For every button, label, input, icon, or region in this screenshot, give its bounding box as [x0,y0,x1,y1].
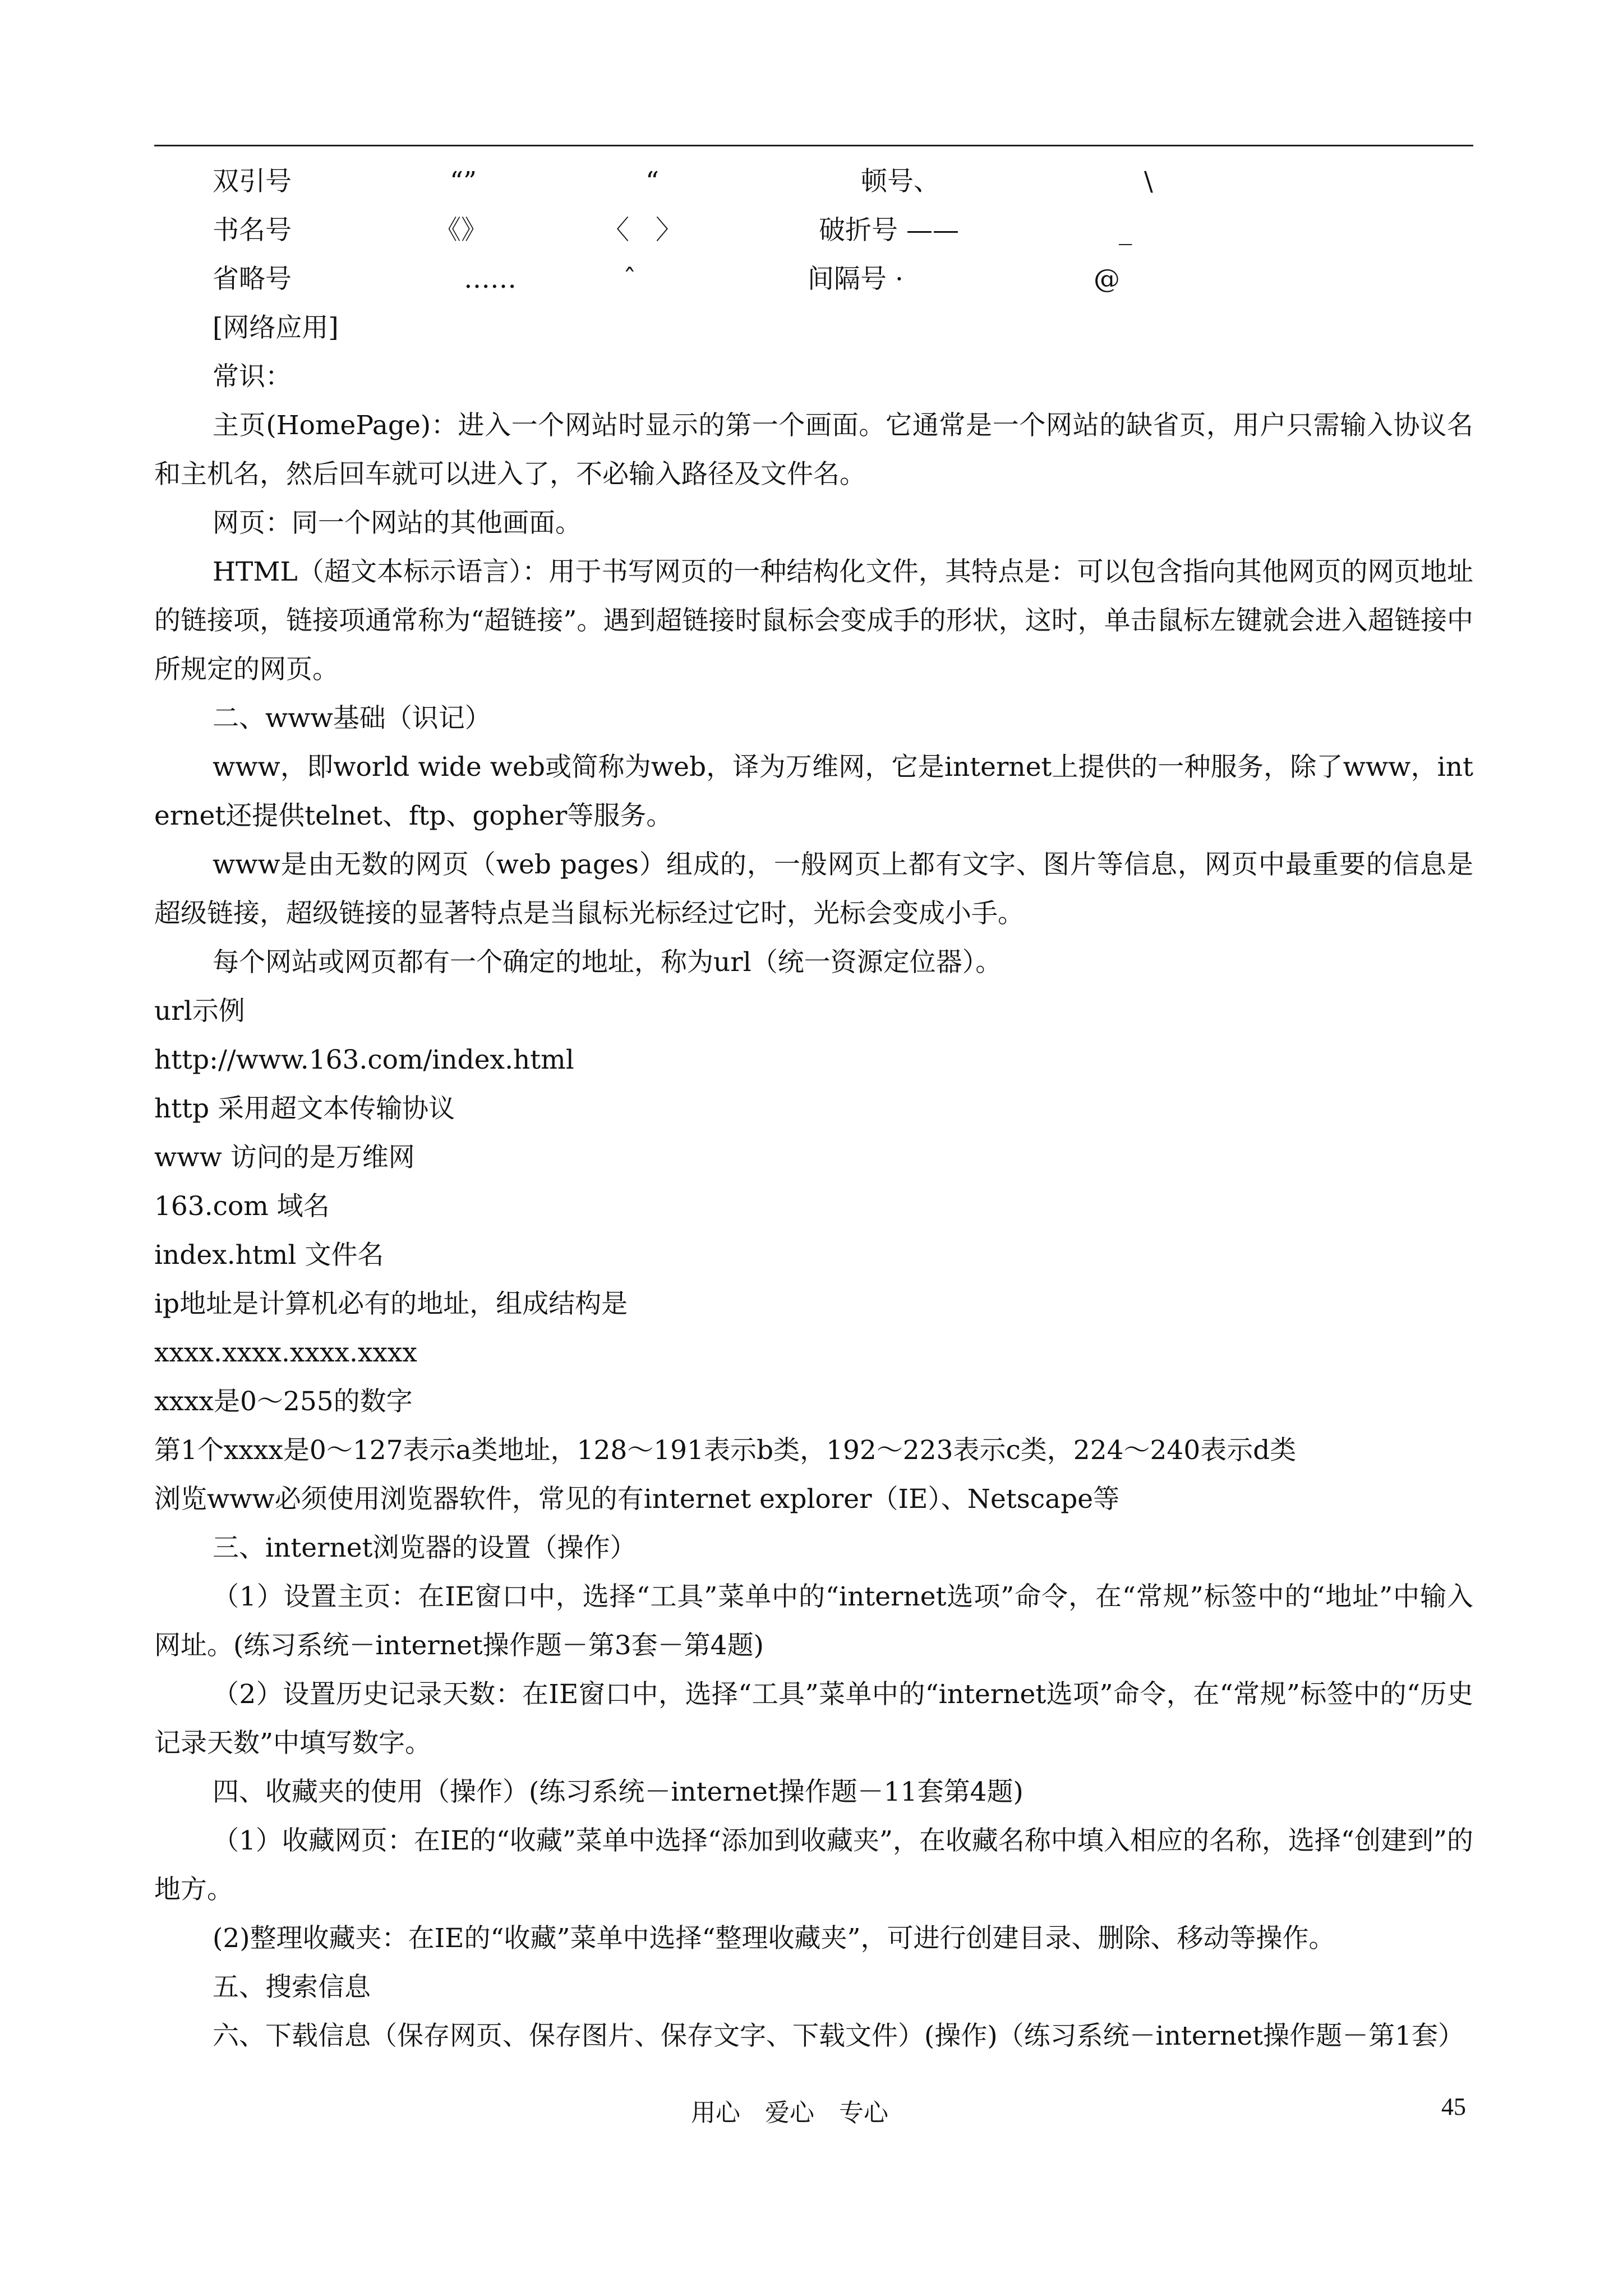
punctuation-table [154,157,1473,303]
punctuation-symbol: “” [450,166,477,197]
punctuation-row [154,206,1473,255]
paragraph: 主页(HomePage)：进入一个网站时显示的第一个画面。它通常是一个网站的缺省页，用户只需输入协议名和主机名，然后回车就可以进入了，不必输入路径及文件名。 [154,410,1473,490]
punctuation-symbol-alt: “ [645,166,660,197]
paragraph: （1）设置主页：在IE窗口中，选择“工具”菜单中的“internet选项”命令，在“常规”标签中的“地址”中输入网址。(练习系统－internet操作题－第3套－第4题) [154,1581,1473,1661]
punctuation-symbol-alt: ˆ [623,264,637,295]
punctuation-row [154,255,1473,303]
paragraph: www，即world wide web或简称为web，译为万维网，它是internet上提供的一种服务，除了www，internet还提供telnet、ftp、gopher等服务。 [154,752,1473,831]
paragraph: (2)整理收藏夹：在IE的“收藏”菜单中选择“整理收藏夹”，可进行创建目录、删除、移动等操作。 [213,1923,1335,1954]
paragraph: 浏览www必须使用浏览器软件，常见的有internet explorer（IE）、Netscape等 [154,1484,1120,1515]
punctuation-symbol-alt: 〈 〉 [603,215,682,246]
punctuation-name: 双引号 [213,166,292,197]
paragraph: 五、搜索信息 [213,1972,371,2003]
punctuation-symbol: 《》 [435,215,487,246]
punctuation-name: 省略号 [213,264,292,295]
punctuation-symbol-3: \ [1144,166,1153,197]
header-rule [154,145,1473,146]
paragraph: （2）设置历史记录天数：在IE窗口中，选择“工具”菜单中的“internet选项”命令，在“常规”标签中的“历史记录天数”中填写数字。 [154,1679,1473,1759]
paragraph: http://www.163.com/index.html [154,1045,574,1075]
paragraph: （1）收藏网页：在IE的“收藏”菜单中选择“添加到收藏夹”，在收藏名称中填入相应的名称，选择“创建到”的地方。 [154,1825,1473,1905]
paragraph: xxxx是0～255的数字 [154,1386,413,1417]
page-footer [0,2092,1623,2137]
paragraph: 第1个xxxx是0～127表示a类地址，128～191表示b类，192～223表示c类，224～240表示d类 [154,1435,1297,1466]
paragraph: 三、internet浏览器的设置（操作） [213,1533,637,1563]
paragraph: url示例 [154,996,245,1027]
paragraph: 163.com 域名 [154,1191,330,1222]
punctuation-name-2: 顿号、 [861,166,940,197]
punctuation-symbol-3: @ [1094,264,1120,295]
punctuation-row [154,157,1473,206]
document-body [154,157,1473,2060]
footer-motto: 用心 爱心 专心 [691,2099,888,2127]
paragraph: ip地址是计算机必有的地址，组成结构是 [154,1289,628,1319]
punctuation-name-2: 间隔号 · [808,264,903,295]
paragraph-list [154,303,1473,2060]
paragraph: www是由无数的网页（web pages）组成的，一般网页上都有文字、图片等信息，网页中最重要的信息是超级链接，超级链接的显著特点是当鼠标光标经过它时，光标会变成小手。 [154,849,1473,929]
paragraph: 四、收藏夹的使用（操作）(练习系统－internet操作题－11套第4题) [213,1777,1023,1807]
paragraph: http 采用超文本传输协议 [154,1093,455,1124]
paragraph: 每个网站或网页都有一个确定的地址，称为url（统一资源定位器）。 [213,947,1002,978]
punctuation-name: 书名号 [213,215,292,246]
page-number: 45 [1441,2093,1466,2120]
paragraph: 二、www基础（识记） [213,703,491,734]
paragraph: 网页：同一个网站的其他画面。 [213,508,582,539]
punctuation-symbol: …… [464,264,517,295]
paragraph: index.html 文件名 [154,1240,384,1271]
paragraph: www 访问的是万维网 [154,1142,415,1173]
punctuation-name-2: 破折号 —— [819,215,959,246]
paragraph: [网络应用] [213,312,339,343]
paragraph: 常识： [213,361,292,392]
paragraph: 六、下载信息（保存网页、保存图片、保存文字、下载文件）(操作)（练习系统－internet操作题－第1套） [213,2021,1465,2051]
paragraph: xxxx.xxxx.xxxx.xxxx [154,1337,417,1368]
paragraph: HTML（超文本标示语言）：用于书写网页的一种结构化文件，其特点是：可以包含指向其他网页的网页地址的链接项，链接项通常称为“超链接”。遇到超链接时鼠标会变成手的形状，这时，单击鼠标左键就会进入超链接中所规定的网页。 [154,556,1473,685]
punctuation-symbol-3: _ [1119,215,1132,246]
